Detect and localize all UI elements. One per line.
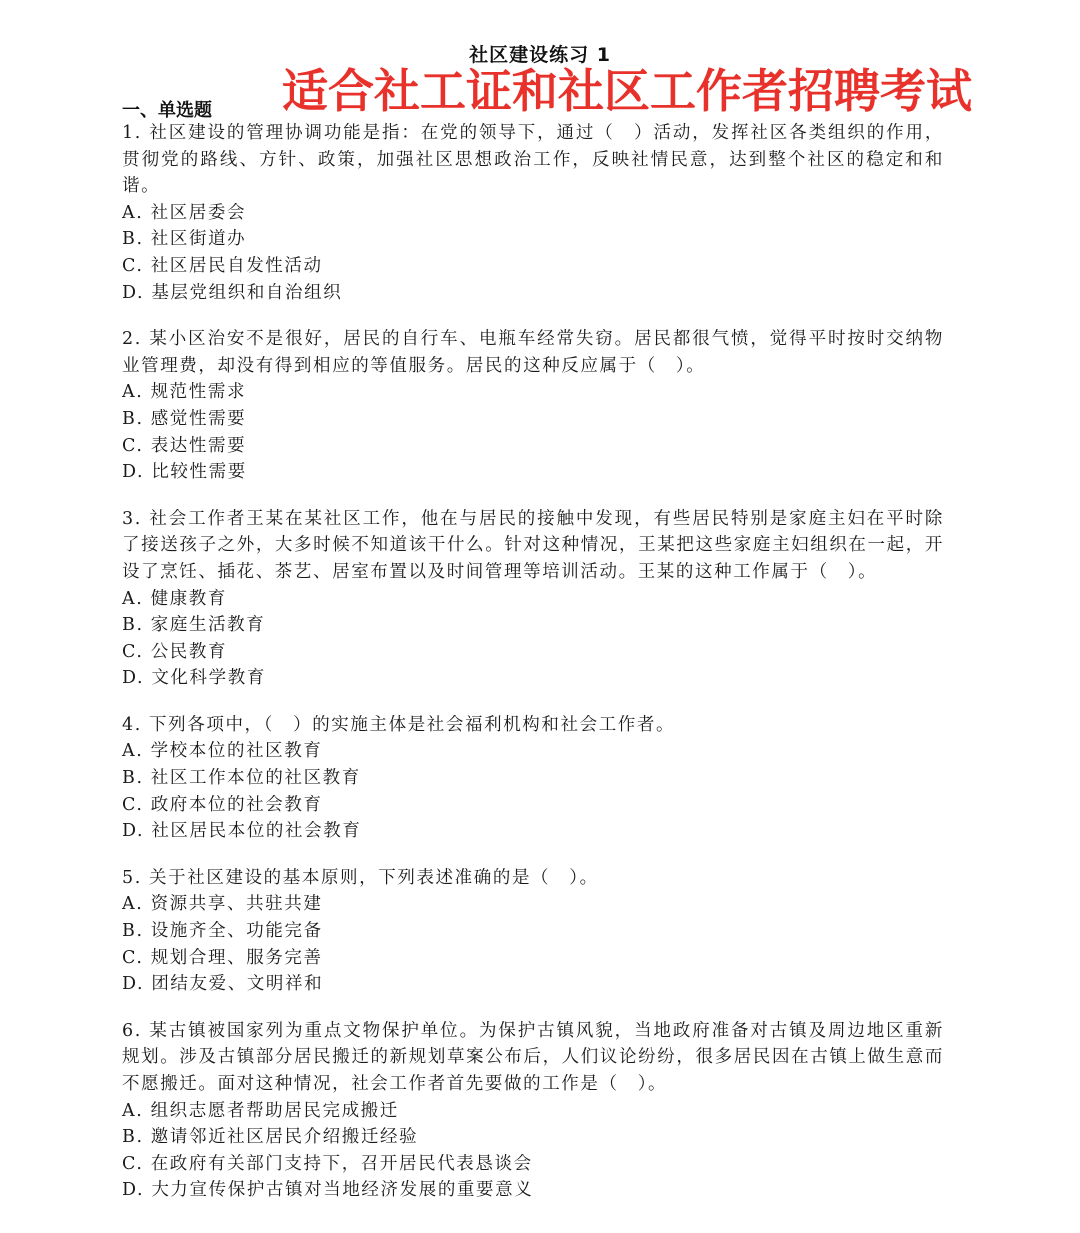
question-1 bbox=[122, 120, 944, 306]
question-stem: 5. 关于社区建设的基本原则，下列表述准确的是（ ）。 bbox=[122, 867, 599, 888]
option-d: D. 基层党组织和自治组织 bbox=[122, 282, 343, 303]
question-stem: 2. 某小区治安不是很好，居民的自行车、电瓶车经常失窃。居民都很气愤，觉得平时按时交纳物业管理费，却没有得到相应的等值服务。居民的这种反应属于（ ）。 bbox=[122, 329, 944, 376]
option-a: A. 规范性需求 bbox=[122, 382, 247, 403]
option-a: A. 学校本位的社区教育 bbox=[122, 741, 323, 762]
option-b: B. 社区工作本位的社区教育 bbox=[122, 768, 361, 789]
option-b: B. 设施齐全、功能完备 bbox=[122, 921, 323, 942]
option-a: A. 资源共享、共驻共建 bbox=[122, 894, 323, 915]
option-a: A. 组织志愿者帮助居民完成搬迁 bbox=[122, 1100, 399, 1121]
option-c: C. 公民教育 bbox=[122, 641, 228, 662]
question-stem: 6. 某古镇被国家列为重点文物保护单位。为保护古镇风貌，当地政府准备对古镇及周边地区重新规划。涉及古镇部分居民搬迁的新规划草案公布后，人们议论纷纷，很多居民因在古镇上做生意而不愿搬迁。面对这种情况，社会工作者首先要做的工作是（ ）。 bbox=[122, 1020, 944, 1094]
option-a: A. 健康教育 bbox=[122, 588, 227, 609]
question-stem: 1. 社区建设的管理协调功能是指：在党的领导下，通过（ ）活动，发挥社区各类组织的作用，贯彻党的路线、方针、政策，加强社区思想政治工作，反映社情民意，达到整个社区的稳定和和谐。 bbox=[122, 123, 944, 197]
question-3 bbox=[122, 506, 944, 692]
option-c: C. 规划合理、服务完善 bbox=[122, 947, 323, 968]
option-d: D. 社区居民本位的社会教育 bbox=[122, 821, 362, 842]
option-d: D. 团结友爱、文明祥和 bbox=[122, 974, 324, 995]
option-a: A. 社区居委会 bbox=[122, 202, 247, 223]
option-c: C. 政府本位的社会教育 bbox=[122, 794, 323, 815]
question-stem: 3. 社会工作者王某在某社区工作，他在与居民的接触中发现，有些居民特别是家庭主妇在平时除了接送孩子之外，大多时候不知道该干什么。针对这种情况，王某把这些家庭主妇组织在一起，开设了烹饪、插花、茶艺、居室布置以及时间管理等培训活动。王某的这种工作属于（ ）。 bbox=[122, 508, 944, 582]
section-heading: 一、单选题 bbox=[122, 100, 212, 121]
option-b: B. 感觉性需要 bbox=[122, 408, 247, 429]
question-list bbox=[122, 120, 944, 1224]
option-b: B. 邀请邻近社区居民介绍搬迁经验 bbox=[122, 1127, 419, 1148]
option-d: D. 比较性需要 bbox=[122, 462, 247, 483]
option-b: B. 家庭生活教育 bbox=[122, 615, 266, 636]
document-title: 社区建设练习 1 bbox=[469, 44, 611, 66]
question-5 bbox=[122, 865, 944, 998]
question-2 bbox=[122, 326, 944, 486]
option-c: C. 表达性需要 bbox=[122, 435, 247, 456]
promo-banner: 适合社工证和社区工作者招聘考试 bbox=[282, 64, 972, 118]
option-d: D. 文化科学教育 bbox=[122, 668, 266, 689]
question-stem: 4. 下列各项中，（ ）的实施主体是社会福利机构和社会工作者。 bbox=[122, 714, 676, 735]
option-c: C. 在政府有关部门支持下，召开居民代表恳谈会 bbox=[122, 1153, 533, 1174]
option-c: C. 社区居民自发性活动 bbox=[122, 255, 323, 276]
option-b: B. 社区街道办 bbox=[122, 229, 247, 250]
question-6 bbox=[122, 1018, 944, 1204]
question-4 bbox=[122, 712, 944, 845]
option-d: D. 大力宣传保护古镇对当地经济发展的重要意义 bbox=[122, 1180, 534, 1201]
